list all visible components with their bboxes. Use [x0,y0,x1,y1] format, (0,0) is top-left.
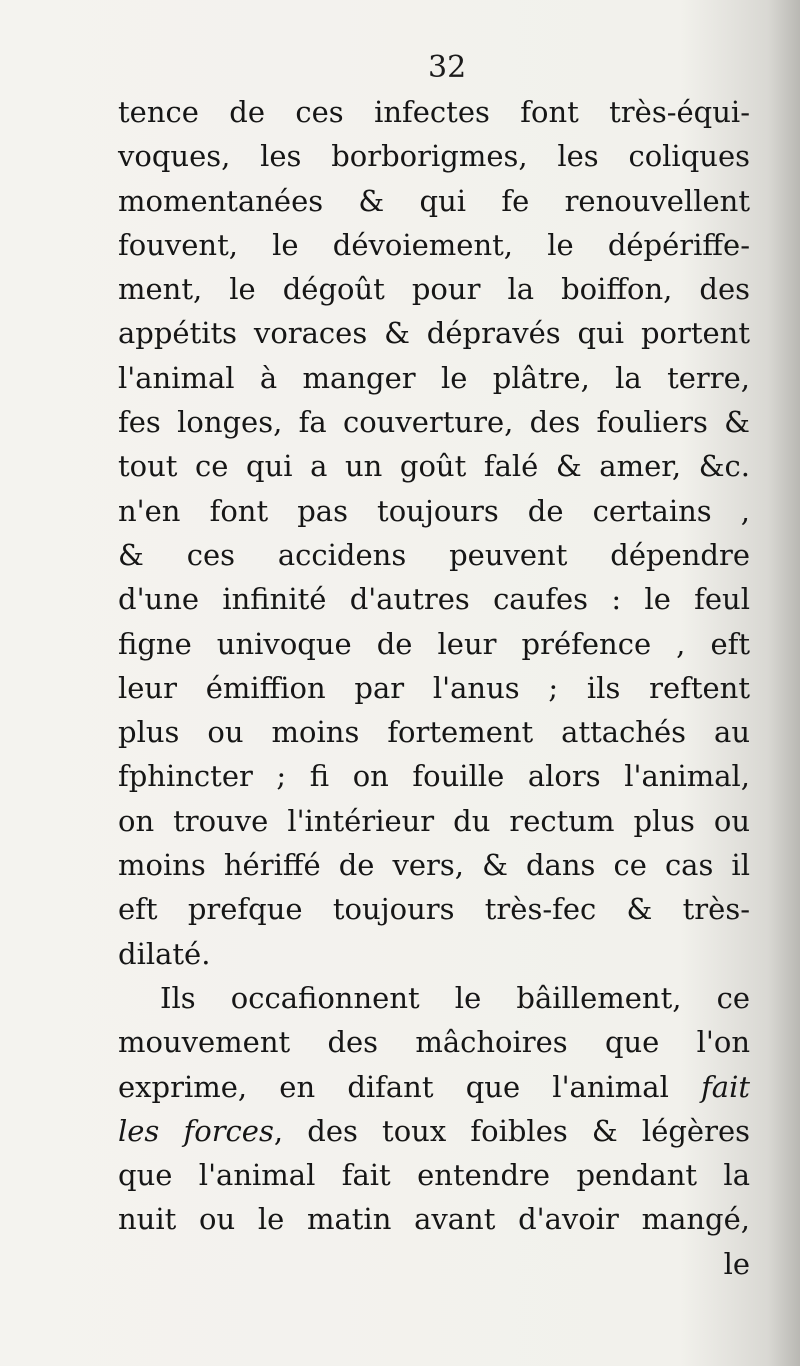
text-line: moins hériffé de vers, & dans ce cas il [118,848,750,883]
page-number: 32 [428,50,467,85]
text-line: on trouve l'intérieur du rectum plus ou [118,803,750,838]
text-line: n'en font pas toujours de certains , [118,493,750,528]
text-line: ment, le dégoût pour la boiffon, des [118,272,750,307]
text-line: fouvent, le dévoiement, le dépériffe- [118,227,750,262]
text-line: dilaté. [118,936,211,971]
text-line: voques, les borborigmes, les coliques [118,139,750,174]
text-line: & ces accidens peuvent dépendre [118,537,750,572]
text-line: appétits voraces & dépravés qui portent [118,316,750,351]
text-line [118,1065,750,1109]
text-line: Ils occafionnent le bâillement, ce [160,980,750,1015]
text-line: d'une infinité d'autres caufes : le feul [118,582,750,617]
text-line: leur émiffion par l'anus ; ils reftent [118,670,750,705]
catchword: le [723,1246,750,1281]
text-line: nuit ou le matin avant d'avoir mangé, [118,1202,750,1237]
text-line [118,1109,750,1153]
text-line: momentanées & qui fe renouvellent [118,183,750,218]
text-line: figne univoque de leur préfence , eft [118,626,750,661]
text-segment: , des toux foibles & légères [273,1113,750,1148]
text-segment: exprime, en difant que l'animal [118,1069,669,1104]
text-line: que l'animal fait entendre pendant la [118,1158,750,1193]
text-line: tence de ces infectes font très-équi- [118,95,750,129]
text-line: eft prefque toujours très-fec & très- [118,892,750,927]
italic-phrase: les forces [118,1113,274,1148]
text-line: fphincter ; fi on fouille alors l'animal, [118,759,750,794]
text-line: mouvement des mâchoires que l'on [118,1025,750,1060]
text-line: tout ce qui a un goût falé & amer, &c. [118,449,750,484]
text-line: fes longes, fa couverture, des fouliers & [118,405,750,440]
text-line: l'animal à manger le plâtre, la terre, [118,360,750,395]
text-line: plus ou moins fortement attachés au [118,715,750,750]
body-text [118,90,750,1286]
italic-phrase: fait [701,1069,751,1104]
